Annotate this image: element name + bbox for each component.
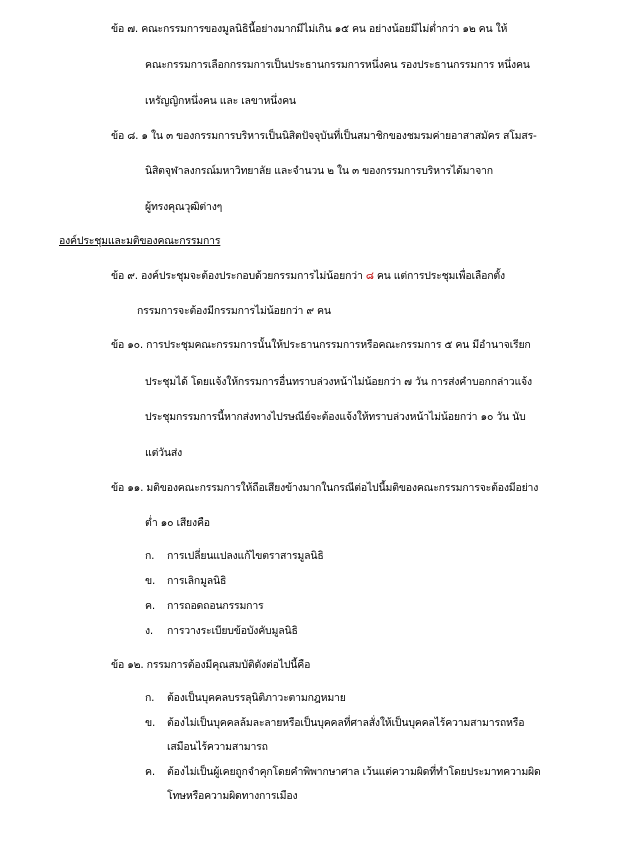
clause-8-line-2: นิสิตจุฬาลงกรณ์มหาวิทยาลัย และจำนวน ๒ ใน ๓ ของกรรมการบริหารได้มาจาก [145,165,493,177]
item-text: ต้องเป็นบุคคลบรรลุนิติภาวะตามกฎหมาย [167,692,346,704]
clause-10-line-3: ประชุมกรรมการนี้หากส่งทางไปรษณีย์จะต้องแจ้งให้ทราบล่วงหน้าไม่น้อยกว่า ๑๐ วัน นับ [145,411,526,423]
clause-12-line-1: ข้อ ๑๒. กรรมการต้องมีคุณสมบัติดังต่อไปนี้คือ [111,659,311,671]
item-marker: ค. [145,600,155,612]
clause-9-line-1 [111,269,505,283]
clause-8-line-1: ข้อ ๘. ๑ ใน ๓ ของกรรมการบริหารเป็นนิสิตปัจจุบันที่เป็นสมาชิกของชมรมค่ายอาสาสมัคร สโมสร- [111,130,537,142]
item-marker: ง. [145,625,154,637]
clause-10-line-2: ประชุมได้ โดยแจ้งให้กรรมการอื่นทราบล่วงหน้าไม่น้อยกว่า ๗ วัน การส่งคำบอกกล่าวแจ้ง [145,376,532,388]
item-text: ต้องไม่เป็นบุคคลล้มละลายหรือเป็นบุคคลที่ศาลสั่งให้เป็นบุคคลไร้ความสามารถหรือ [167,717,525,729]
clause-12-item [145,765,541,779]
item-text: การถอดถอนกรรมการ [167,600,264,612]
clause-8-line-3: ผู้ทรงคุณวุฒิต่างๆ [145,201,223,213]
item-marker: ข. [145,717,156,729]
item-marker: ก. [145,550,155,562]
clause-9-line-1-start: ข้อ ๙. องค์ประชุมจะต้องประกอบด้วยกรรมการไม่น้อยกว่า [111,270,366,282]
clause-11-line-2: ต่ำ ๑๐ เสียงคือ [145,517,210,529]
item-text: การเปลี่ยนแปลงแก้ไขตราสารมูลนิธิ [167,550,324,562]
clause-10-line-1: ข้อ ๑๐. การประชุมคณะกรรมการนั้นให้ประธานกรรมการหรือคณะกรรมการ ๕ คน มีอำนาจเรียก [111,339,531,351]
clause-7-line-3: เหรัญญิกหนึ่งคน และ เลขาหนึ่งคน [145,95,296,107]
clause-12-item-continuation: โทษหรือความผิดทางการเมือง [167,790,298,802]
clause-12-item-continuation: เสมือนไร้ความสามารถ [167,741,268,753]
item-text: การวางระเบียบข้อบังคับมูลนิธิ [167,625,298,637]
clause-11-item [145,549,324,563]
clause-10-line-4: แต่วันส่ง [145,447,182,459]
item-text: การเลิกมูลนิธิ [167,575,227,587]
clause-9-line-2: กรรมการจะต้องมีกรรมการไม่น้อยกว่า ๙ คน [137,305,331,317]
clause-12-item [145,716,524,730]
item-marker: ก. [145,692,155,704]
section-heading: องค์ประชุมและมติของคณะกรรมการ [59,235,221,247]
clause-11-line-1: ข้อ ๑๑. มติของคณะกรรมการให้ถือเสียงข้างมากในกรณีต่อไปนี้มติของคณะกรรมการจะต้องมีอย่าง [111,482,539,494]
clause-7-line-1: ข้อ ๗. คณะกรรมการของมูลนิธินี้อย่างมากมีไม่เกิน ๑๕ คน อย่างน้อยมีไม่ต่ำกว่า ๑๒ คน ให้ [111,23,508,35]
item-text: ต้องไม่เป็นผู้เคยถูกจำคุกโดยคำพิพากษาศาล เว้นแต่ความผิดที่ทำโดยประมาทความผิด [167,766,541,778]
clause-11-item [145,574,226,588]
clause-12-item [145,691,346,705]
item-marker: ข. [145,575,156,587]
clause-9-line-1-end: คน แต่การประชุมเพื่อเลือกตั้ง [373,270,505,282]
clause-7-line-2: คณะกรรมการเลือกกรรมการเป็นประธานกรรมการหนึ่งคน รองประธานกรรมการ หนึ่งคน [145,59,530,71]
clause-11-item [145,624,298,638]
item-marker: ค. [145,766,155,778]
clause-11-item [145,599,263,613]
clause-9-red-number: ๘ [365,270,374,282]
